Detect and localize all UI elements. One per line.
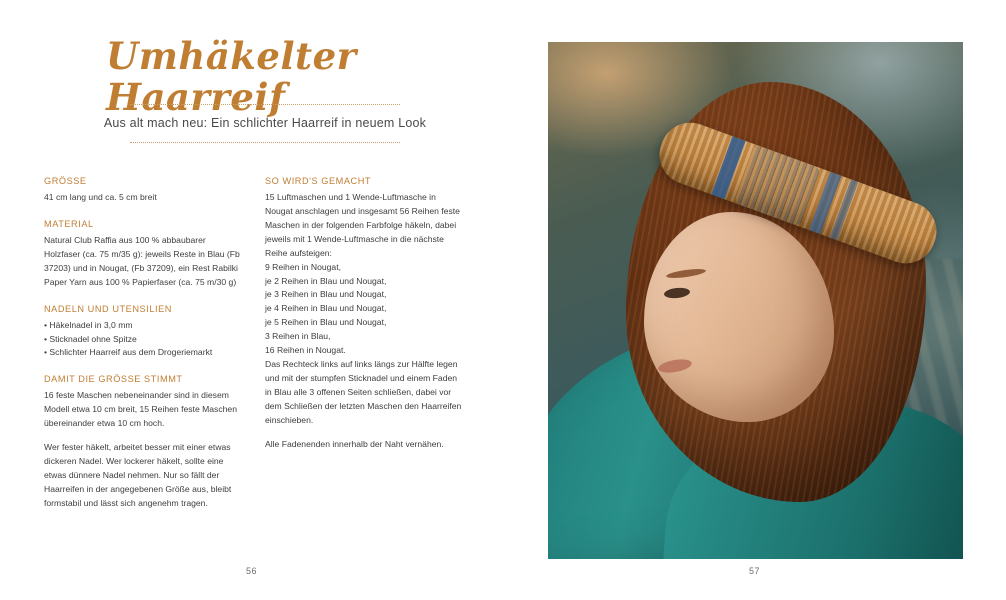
section-so-wirds-gemacht (265, 176, 464, 452)
column-left (44, 176, 243, 511)
section-heading: NADELN UND UTENSILIEN (44, 303, 172, 314)
section-groesse (44, 176, 243, 205)
list-item: • Häkelnadel in 3,0 mm (44, 319, 133, 330)
section-heading: GRÖSSE (44, 176, 87, 186)
page-number-right: 57 (748, 566, 760, 576)
section-paragraph: 15 Luftmaschen und 1 Wende-Luftmasche in Nougat anschlagen und insgesamt 56 Reihen feste Maschen in der folgenden Farbfolge häkeln, dabei jeweils mit 1 Wende-Luftmasche in die nächste Reihe aufsteigen: (265, 192, 460, 258)
instruction-line: je 3 Reihen in Blau und Nougat, (265, 289, 387, 300)
photo-background (548, 42, 963, 559)
section-heading: SO WIRD'S GEMACHT (265, 176, 372, 186)
instruction-line: je 2 Reihen in Blau und Nougat, (265, 275, 387, 286)
list-item: • Sticknadel ohne Spitze (44, 333, 137, 344)
section-heading: MATERIAL (44, 218, 94, 229)
title-divider (130, 104, 400, 105)
right-page (503, 0, 1006, 600)
section-damit-die-groesse-stimmt (44, 374, 243, 510)
project-photo (548, 42, 963, 559)
materials-list (44, 319, 243, 361)
page-subtitle: Aus alt mach neu: Ein schlichter Haarreif in neuem Look (103, 116, 427, 130)
section-paragraph: 16 feste Maschen nebeneinander sind in diesem Modell etwa 10 cm breit, 15 Reihen feste Maschen übereinander etwa 10 cm hoch. (44, 390, 237, 429)
instruction-line: je 4 Reihen in Blau und Nougat, (265, 303, 387, 314)
text-columns (44, 176, 464, 511)
instruction-lines (265, 261, 464, 358)
instruction-line: 16 Reihen in Nougat. (265, 345, 346, 356)
column-right (265, 176, 464, 511)
list-item: • Schlichter Haarreif aus dem Drogeriemarkt (44, 347, 213, 358)
section-material (44, 219, 243, 290)
instruction-line: 3 Reihen in Blau, (265, 331, 331, 342)
section-paragraph: Das Rechteck links auf links längs zur Hälfte legen und mit der stumpfen Sticknadel und einem Faden in Blau alle 3 offenen Seiten schließen, dabei vor dem Schließen der letzten Maschen den Haarreifen einschieben. (265, 359, 462, 425)
section-paragraph: 41 cm lang und ca. 5 cm breit (44, 192, 157, 202)
section-heading: DAMIT DIE GRÖSSE STIMMT (44, 374, 183, 385)
page-title: Umhäkelter Haarreif (106, 34, 357, 119)
section-paragraph: Natural Club Raffia aus 100 % abbaubarer Holzfaser (ca. 75 m/35 g): jeweils Reste in Blau (Fb 37203) und in Nougat, (Fb 37209), ein Rest Rabilki Paper Yarn aus 100 % Papierfaser (ca. 75 m/30 g) (44, 234, 240, 287)
section-paragraph: Alle Fadenenden innerhalb der Naht vernähen. (265, 438, 444, 449)
subtitle-divider (130, 142, 400, 143)
section-nadeln-und-utensilien (44, 304, 243, 361)
instruction-line: 9 Reihen in Nougat, (265, 261, 341, 272)
instruction-line: je 5 Reihen in Blau und Nougat, (265, 317, 387, 328)
section-paragraph: Wer fester häkelt, arbeitet besser mit einer etwas dickeren Nadel. Wer lockerer häkelt, sollte eine etwas dünnere Nadel nehmen. Nur so fällt der Haarreifen in der angegebenen Größe aus, bleibt formstabil und lässt sich angenehm tragen. (44, 442, 232, 508)
page-number-left: 56 (245, 566, 257, 576)
